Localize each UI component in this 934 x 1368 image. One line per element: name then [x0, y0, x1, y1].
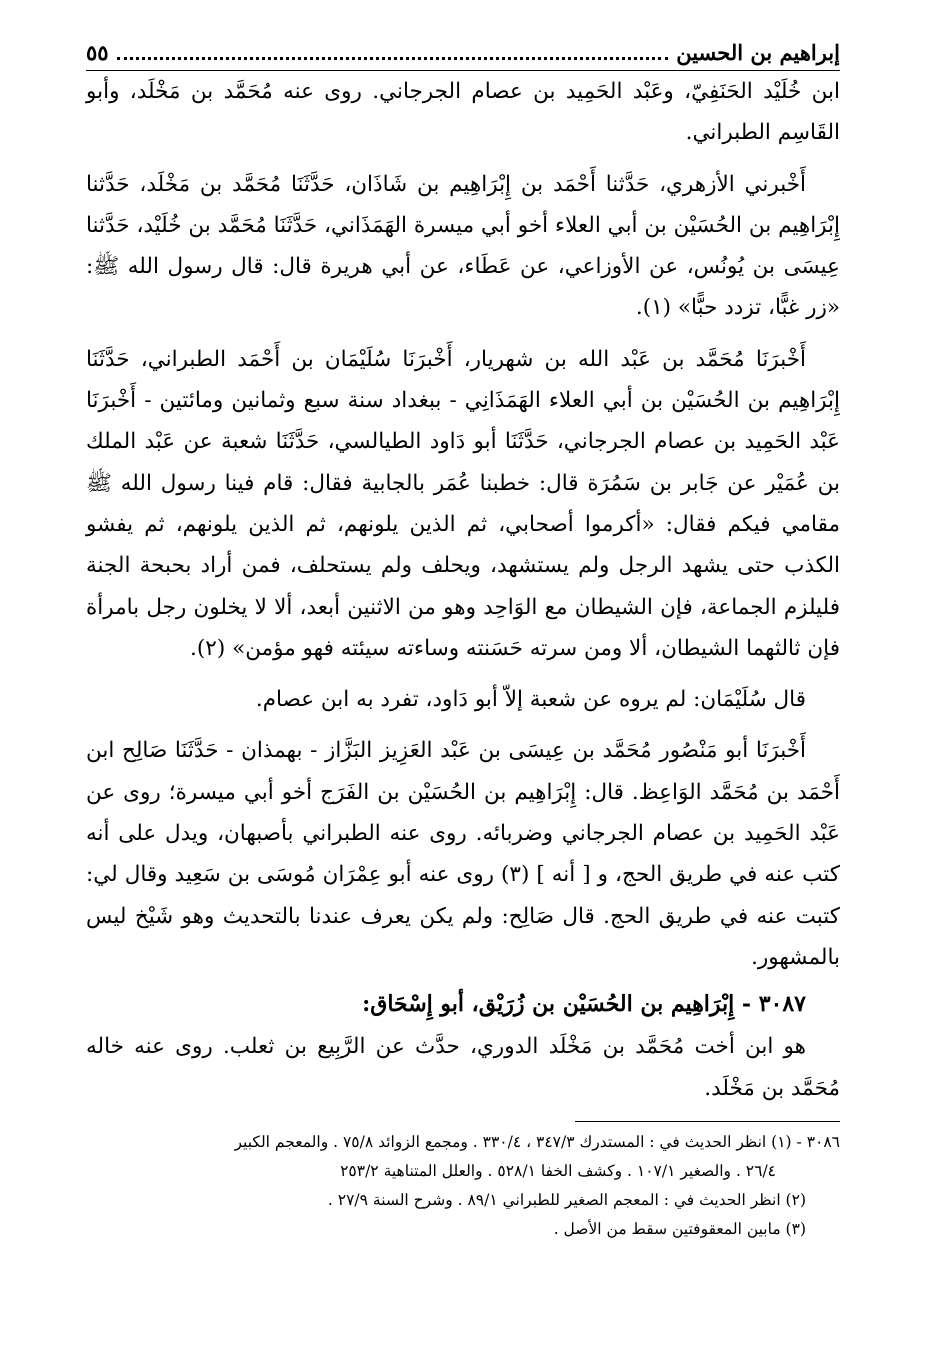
footnote-rule	[575, 1121, 840, 1122]
main-text	[86, 71, 840, 1109]
footnote-1-continuation: ٢٦/٤ . والصغير ١٠٧/١ . وكشف الخفا ٥٢٨/١ . والعلل المتناهية ٢٥٣/٢	[340, 1161, 776, 1180]
running-header	[86, 38, 840, 68]
footnote-2: (٢) انظر الحديث في : المعجم الصغير للطبراني ٨٩/١ . وشرح السنة ٢٧/٩ .	[327, 1190, 806, 1209]
page-number: ٥٥	[86, 40, 109, 65]
entry-text: هو ابن أخت مُحَمَّد بن مَخْلَد الدوري، حدَّث عن الرَّبِيع بن ثعلب. روى عنه خاله مُحَمَّد بن مَخْلَد.	[86, 1034, 840, 1101]
book-page	[86, 38, 840, 1244]
leader-dots	[117, 39, 669, 60]
paragraph-sulayman-note: قال سُلَيْمَان: لم يروه عن شعبة إلاّ أبو دَاود، تفرد به ابن عصام.	[255, 687, 806, 713]
paragraph-hadith-2: أَخْبرَنَا مُحَمَّد بن عَبْد الله بن شهريار، أَخْبرَنَا سُلَيْمَان بن أَحْمَد الطبراني، حَدَّثَنَا إِبْرَاهِيم بن الحُسَيْن بن أبي العلاء الهَمَذَانِي - ببغداد سنة سبع وثمانين ومائتين - أَخْبرَنَا عَبْد الحَمِيد بن عصام الجرجاني، حَدَّثَنَا أبو دَاود الطيالسي، حَدَّثَنَا شعبة عن عَبْد الملك بن عُمَيْر عن جَابر بن سَمُرَة قال: خطبنا عُمَر بالجابية فقال: قام فينا رسول الله ﷺ مقامي فيكم فقال: «أكرموا أصحابي، ثم الذين يلونهم، ثم الذين يلونهم، ثم يفشو الكذب حتى يشهد الرجل ولم يستشهد، ويحلف ولم يستحلف، فمن أراد بحبحة الجنة فليلزم الجماعة، فإن الشيطان مع الوَاحِد وهو من الاثنين أبعد، ألا لا يخلون رجل بامرأة فإن ثالثهما الشيطان، ألا ومن سرته حَسَنته وساءته سيئته فهو مؤمن» (٢).	[86, 346, 840, 661]
footnotes	[86, 1128, 840, 1244]
entry-heading: ٣٠٨٧ - إِبْرَاهِيم بن الحُسَيْن بن زُرَيْق، أبو إِسْحَاق:	[362, 991, 806, 1018]
footnote-1: ٣٠٨٦ - (١) انظر الحديث في : المستدرك ٣٤٧/٣ ، ٣٣٠/٤ . ومجمع الزوائد ٧٥/٨ . والمعجم الكبير	[234, 1132, 840, 1151]
paragraph-biography: أَخْبرَنَا أبو مَنْصُور مُحَمَّد بن عِيسَى بن عَبْد العَزِيز البَزَّاز - بهمذان - حَدَّثَنَا صَالِح ابن أَحْمَد بن مُحَمَّد الوَاعِظ. قال: إِبْرَاهِيم بن الحُسَيْن بن الفَرَج أخو أبي ميسرة؛ روى عن عَبْد الحَمِيد بن عصام الجرجاني وضربائه. روى عنه الطبراني بأصبهان، ويدل على أنه كتب عنه في طريق الحج، و [ أنه ] (٣) روى عنه أبو عِمْرَان مُوسَى بن سَعِيد وقال لي: كتبت عنه في طريق الحج. قال صَالِح: ولم يكن يعرف عندنا بالتحديث وهو شَيْخ ليس بالمشهور.	[86, 738, 840, 970]
paragraph-continuation: ابن خُلَيْد الحَنَفِيّ، وعَبْد الحَمِيد بن عصام الجرجاني. روى عنه مُحَمَّد بن مَخْلَد، وأبو القَاسِم الطبراني.	[86, 79, 840, 146]
footnote-3: (٣) مابين المعقوفتين سقط من الأصل .	[553, 1219, 806, 1238]
running-title: إبراهيم بن الحسين	[676, 40, 840, 65]
paragraph-hadith-1: أَخْبرني الأزهري، حَدَّثنا أَحْمَد بن إِبْرَاهِيم بن شَاذَان، حَدَّثَنَا مُحَمَّد بن مَخْلَد، حَدَّثنا إِبْرَاهِيم بن الحُسَيْن بن أبي العلاء أخو أبي ميسرة الهَمَذَاني، حَدَّثَنَا مُحَمَّد بن خُلَيْد، حَدَّثنا عِيسَى بن يُونُس، عن الأوزاعي، عن عَطَاء، عن أبي هريرة قال: قال رسول الله ﷺ: «زر غبًّا، تزدد حبًّا» (١).	[86, 171, 840, 321]
